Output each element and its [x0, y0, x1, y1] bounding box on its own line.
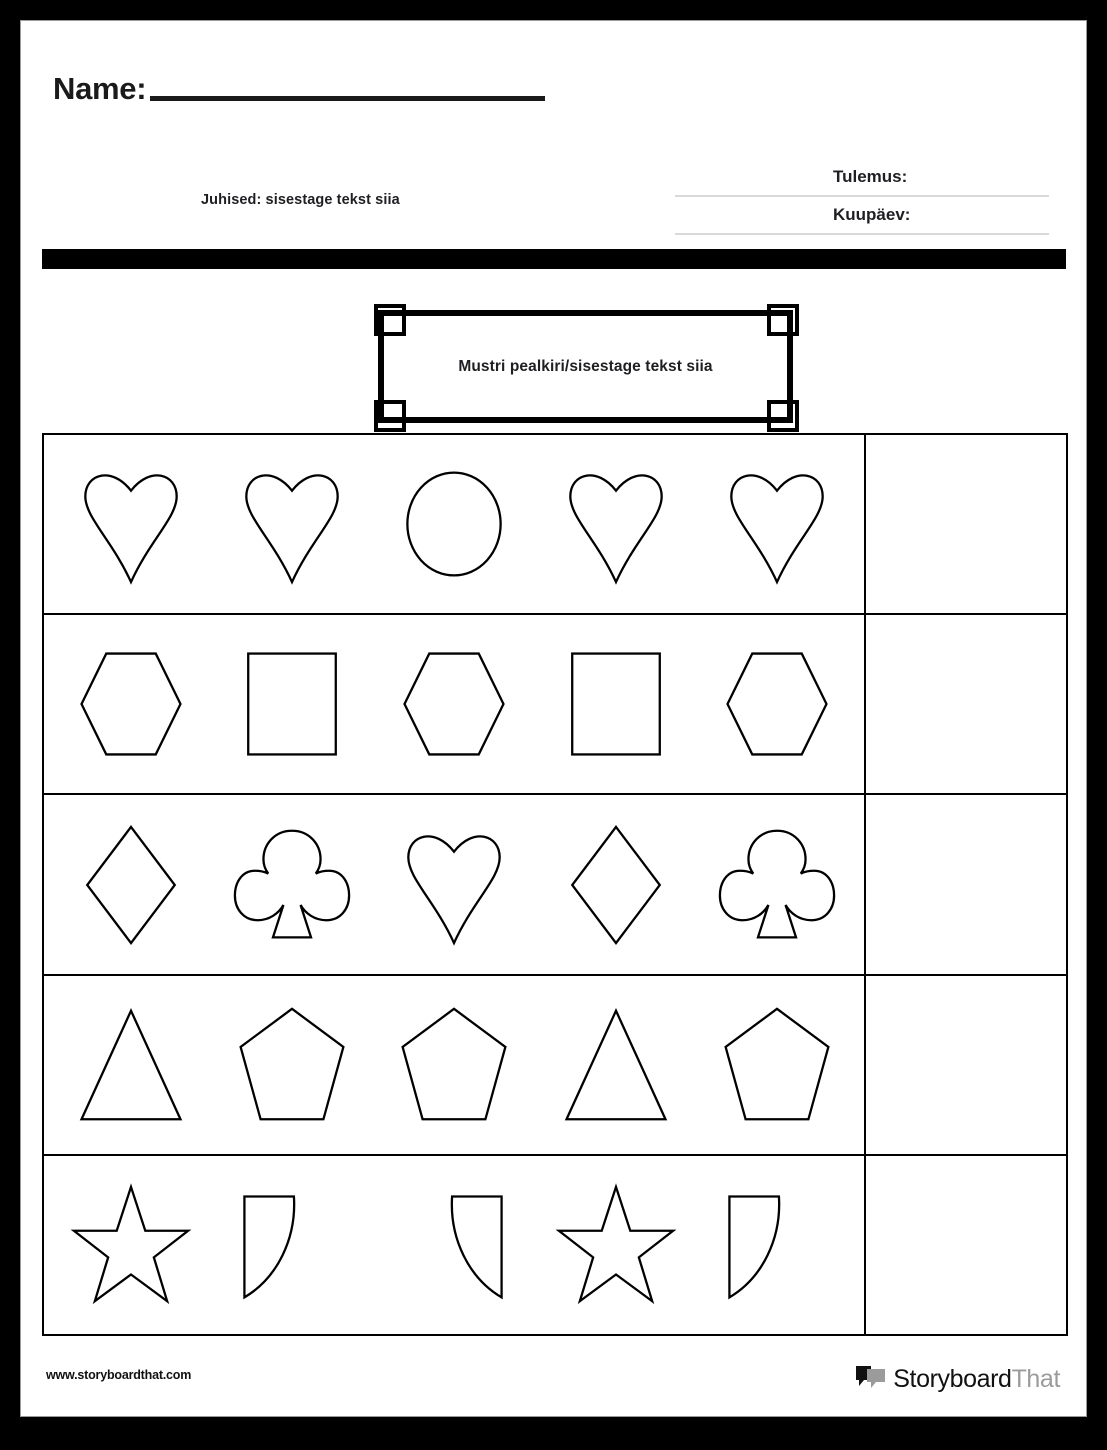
shape-cell-square: [217, 627, 367, 782]
name-label: Name:: [53, 71, 147, 106]
score-label: Tulemus:: [833, 167, 908, 186]
date-row[interactable]: [675, 197, 1049, 235]
shape-cell-pentagon: [217, 987, 367, 1142]
pattern-title-text: Mustri pealkiri/sisestage tekst siia: [458, 357, 713, 375]
shape-cell-quarter-circle: [702, 1167, 852, 1322]
score-date-block: [675, 159, 1049, 235]
header-divider-band: [42, 249, 1066, 269]
date-label: Kuupäev:: [833, 205, 911, 224]
brand-wordmark: [893, 1364, 1060, 1393]
shape-cell-star: [541, 1167, 691, 1322]
worksheet-sheet: [20, 20, 1087, 1417]
pattern-row: [44, 976, 1066, 1156]
answer-cell[interactable]: [866, 795, 1066, 973]
shape-cell-circle: [379, 447, 529, 602]
pattern-sequence: [44, 976, 866, 1154]
shape-cell-diamond: [541, 807, 691, 962]
answer-cell[interactable]: [866, 976, 1066, 1154]
shape-cell-heart: [56, 447, 206, 602]
shape-cell-triangle: [541, 987, 691, 1142]
pattern-sequence: [44, 615, 866, 793]
corner-bracket-top-right-icon: [767, 304, 799, 336]
shape-cell-square: [541, 627, 691, 782]
pattern-sequence: [44, 1156, 866, 1334]
shape-cell-pentagon: [379, 987, 529, 1142]
pattern-row: [44, 795, 1066, 975]
pattern-row: [44, 435, 1066, 615]
shape-cell-triangle: [56, 987, 206, 1142]
shape-cell-heart: [379, 807, 529, 962]
corner-bracket-top-left-icon: [374, 304, 406, 336]
pattern-grid: [42, 433, 1068, 1336]
storyboardthat-logo[interactable]: [856, 1365, 1060, 1393]
shape-cell-hexagon: [56, 627, 206, 782]
shape-cell-hexagon: [702, 627, 852, 782]
name-field-row: [53, 73, 545, 104]
shape-cell-club: [217, 807, 367, 962]
shape-cell-pentagon: [702, 987, 852, 1142]
shape-cell-quarter-circle: [217, 1167, 367, 1322]
pattern-title-box[interactable]: [378, 310, 793, 423]
corner-bracket-bottom-left-icon: [374, 400, 406, 432]
answer-cell[interactable]: [866, 1156, 1066, 1334]
shape-cell-heart: [541, 447, 691, 602]
shape-cell-heart: [217, 447, 367, 602]
brand-secondary: That: [1011, 1364, 1060, 1393]
answer-cell[interactable]: [866, 435, 1066, 613]
pattern-row: [44, 1156, 1066, 1334]
answer-cell[interactable]: [866, 615, 1066, 793]
shape-cell-diamond: [56, 807, 206, 962]
corner-bracket-bottom-right-icon: [767, 400, 799, 432]
shape-cell-heart: [702, 447, 852, 602]
shape-cell-club: [702, 807, 852, 962]
speech-bubble-icon: [856, 1365, 886, 1393]
brand-primary: Storyboard: [893, 1364, 1012, 1393]
score-row[interactable]: [675, 159, 1049, 197]
name-write-line[interactable]: [150, 96, 545, 101]
pattern-sequence: [44, 435, 866, 613]
shape-cell-quarter-circle-flipped: [379, 1167, 529, 1322]
pattern-row: [44, 615, 1066, 795]
footer-url[interactable]: www.storyboardthat.com: [46, 1368, 192, 1382]
instructions-text[interactable]: Juhised: sisestage tekst siia: [201, 192, 400, 208]
shape-cell-star: [56, 1167, 206, 1322]
shape-cell-hexagon: [379, 627, 529, 782]
pattern-sequence: [44, 795, 866, 973]
pattern-title-container: [356, 289, 816, 444]
